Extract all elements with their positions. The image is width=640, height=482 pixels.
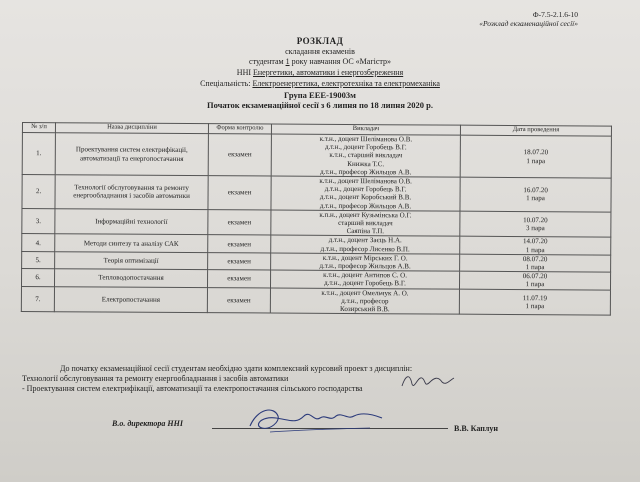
exam-date: 11.07.19	[522, 293, 548, 302]
table-row	[22, 133, 611, 179]
examiner-line: д.т.н., доцент Заєць Н.А.	[328, 236, 402, 245]
examiner-line: к.т.н., доцент Шеліманова О.В.	[319, 176, 412, 186]
specialty-prefix: Спеціальність:	[200, 79, 251, 88]
row-number: 4.	[22, 234, 55, 252]
discipline-name: Технології обслуговування та ремонту енергообладнання і засобів автоматики	[55, 175, 208, 210]
exam-slot: 1 пара	[525, 280, 545, 289]
exam-schedule-table	[21, 122, 612, 316]
document-code-number: Ф-7.5-2.1.6-10	[532, 10, 578, 19]
examiner-line: к.т.н., доцент Омельчук А. О.	[321, 288, 409, 298]
note-intro: До початку екзаменаційної сесії студентам необхідно здати комплексний курсовий проект з дисциплін:	[60, 364, 413, 373]
students-line	[0, 57, 640, 66]
discipline-name: Теорія оптимізації	[55, 252, 208, 270]
examiner-list	[271, 176, 460, 211]
examiner-line: к.т.н., старший викладач	[329, 151, 403, 160]
examiner-list	[271, 134, 460, 177]
exam-date: 10.07.20	[523, 215, 548, 225]
examiner-line: Саяпіна Т.П.	[346, 227, 385, 236]
exam-date-cell	[460, 135, 611, 178]
header-control-form: Форма контролю	[208, 124, 271, 134]
examiner-list	[271, 235, 460, 254]
examiner-list	[270, 288, 459, 315]
examiner-list	[270, 270, 459, 289]
institute-name: Енергетики, автоматики і енергозбереження	[253, 68, 404, 77]
control-form: екзамен	[207, 287, 270, 313]
table-row	[22, 208, 611, 237]
exam-date-cell	[460, 177, 611, 212]
table-row	[21, 286, 610, 315]
specialty-name: Електроенергетика, електротехніка та електромеханіка	[252, 79, 440, 88]
control-form: екзамен	[208, 176, 271, 210]
signatory-name: В.В. Каплун	[454, 424, 498, 433]
exam-date: 14.07.20	[523, 237, 548, 246]
exam-slot: 1 пара	[525, 263, 545, 272]
discipline-name: Методи синтезу та аналізу САК	[55, 234, 208, 252]
row-number: 2.	[22, 175, 55, 209]
exam-date: 18.07.20	[523, 148, 549, 157]
examiner-line: к.п.н., доцент Кузьмінська О.Г.	[319, 210, 412, 220]
discipline-name: Електропостачання	[54, 286, 207, 313]
examiner-line: д.т.н., професор	[341, 296, 389, 306]
exam-date-cell	[460, 254, 611, 272]
discipline-name: Інформаційні технології	[55, 209, 208, 236]
examiner-line: д.т.н., доцент Горобець В.Г.	[324, 185, 407, 194]
exam-slot: 1 пара	[525, 245, 545, 254]
exam-date: 08.07.20	[522, 254, 548, 264]
signatory-role: В.о. директора ННІ	[112, 419, 183, 428]
examiner-line: к.т.н., доцент Шеліманова О.В.	[319, 134, 413, 144]
document-title: РОЗКЛАД	[296, 36, 344, 46]
header-discipline: Назва дисципліни	[55, 123, 208, 134]
course-project-note	[22, 364, 412, 394]
handwritten-signature	[240, 402, 390, 438]
exam-date: 06.07.20	[522, 272, 548, 281]
students-suffix: року навчання ОС «Магістр»	[291, 57, 391, 66]
row-number: 1.	[22, 133, 55, 175]
examiner-line: к.т.н., доцент Антипов С. О.	[323, 271, 407, 280]
students-prefix: студентам	[249, 57, 284, 66]
exam-date-cell	[459, 271, 610, 289]
specialty-line	[0, 79, 640, 88]
handwritten-initials	[398, 370, 458, 392]
row-number: 3.	[22, 208, 55, 234]
group-name: Група ЕЕЕ-19003м	[284, 90, 356, 100]
examiner-line: д.т.н., доцент Горобець В.Г.	[324, 143, 407, 152]
examiner-list	[271, 253, 460, 272]
examiner-line: д.т.н., доцент Коробський В.В.	[319, 193, 412, 202]
document-subtitle: складання екзаменів	[285, 47, 355, 56]
exam-slot: 1 пара	[526, 194, 545, 203]
control-form: екзамен	[208, 209, 271, 235]
note-item-2: - Проектування систем електрифікації, автоматизації та електропостачання сільського господарства	[22, 384, 363, 393]
table-row	[22, 175, 611, 212]
exam-slot: 1 пара	[525, 302, 545, 311]
examiner-line: д.т.н., професор Жильцов А.В.	[319, 201, 412, 211]
note-item-1: Технології обслуговування та ремонту енергообладнання і засобів автоматики	[22, 374, 289, 383]
header-date: Дата проведення	[460, 125, 611, 136]
row-number: 5.	[22, 251, 55, 269]
row-number: 7.	[21, 286, 54, 312]
exam-slot: 3 пара	[525, 224, 545, 233]
exam-date-cell	[460, 237, 611, 255]
examiner-list	[271, 210, 460, 237]
examiner-line: к.т.н., доцент Мірських Г. О.	[322, 253, 408, 263]
control-form: екзамен	[208, 252, 271, 270]
exam-date-cell	[460, 211, 611, 238]
exam-date: 16.07.20	[523, 186, 548, 195]
examiner-line: д.т.н., професор Лисенко В.П.	[320, 244, 410, 254]
header-examiner: Викладач	[271, 124, 460, 135]
session-period: Початок екзаменаційної сесії з 6 липня по 18 липня 2020 р.	[206, 100, 434, 110]
control-form: екзамен	[208, 134, 271, 176]
course-number: 1	[285, 57, 290, 66]
examiner-line: старший викладач	[338, 218, 393, 228]
exam-slot: 1 пара	[526, 156, 546, 165]
examiner-line: Книжка Т.С.	[347, 159, 385, 168]
document-code	[479, 10, 578, 28]
institute-line	[0, 68, 640, 77]
control-form: екзамен	[207, 270, 270, 288]
document-code-title: «Розклад екзаменаційної сесії»	[479, 19, 578, 28]
examiner-line: Козирський В.В.	[340, 305, 390, 314]
examiner-line: д.т.н., доцент Горобець В.Г.	[324, 279, 406, 288]
examiner-line: д.т.н., професор Жильцов А.В.	[319, 261, 411, 271]
examiner-line: д.т.н., професор Жильцов А.В.	[320, 167, 412, 177]
institute-prefix: ННІ	[236, 68, 252, 77]
exam-date-cell	[459, 289, 610, 316]
row-number: 6.	[21, 269, 54, 287]
control-form: екзамен	[208, 235, 271, 253]
discipline-name: Проектування систем електрифікації, автоматизації та енергопостачання	[55, 133, 208, 176]
header-number: № з/п	[22, 123, 55, 133]
discipline-name: Тепловодопостачання	[54, 269, 207, 287]
